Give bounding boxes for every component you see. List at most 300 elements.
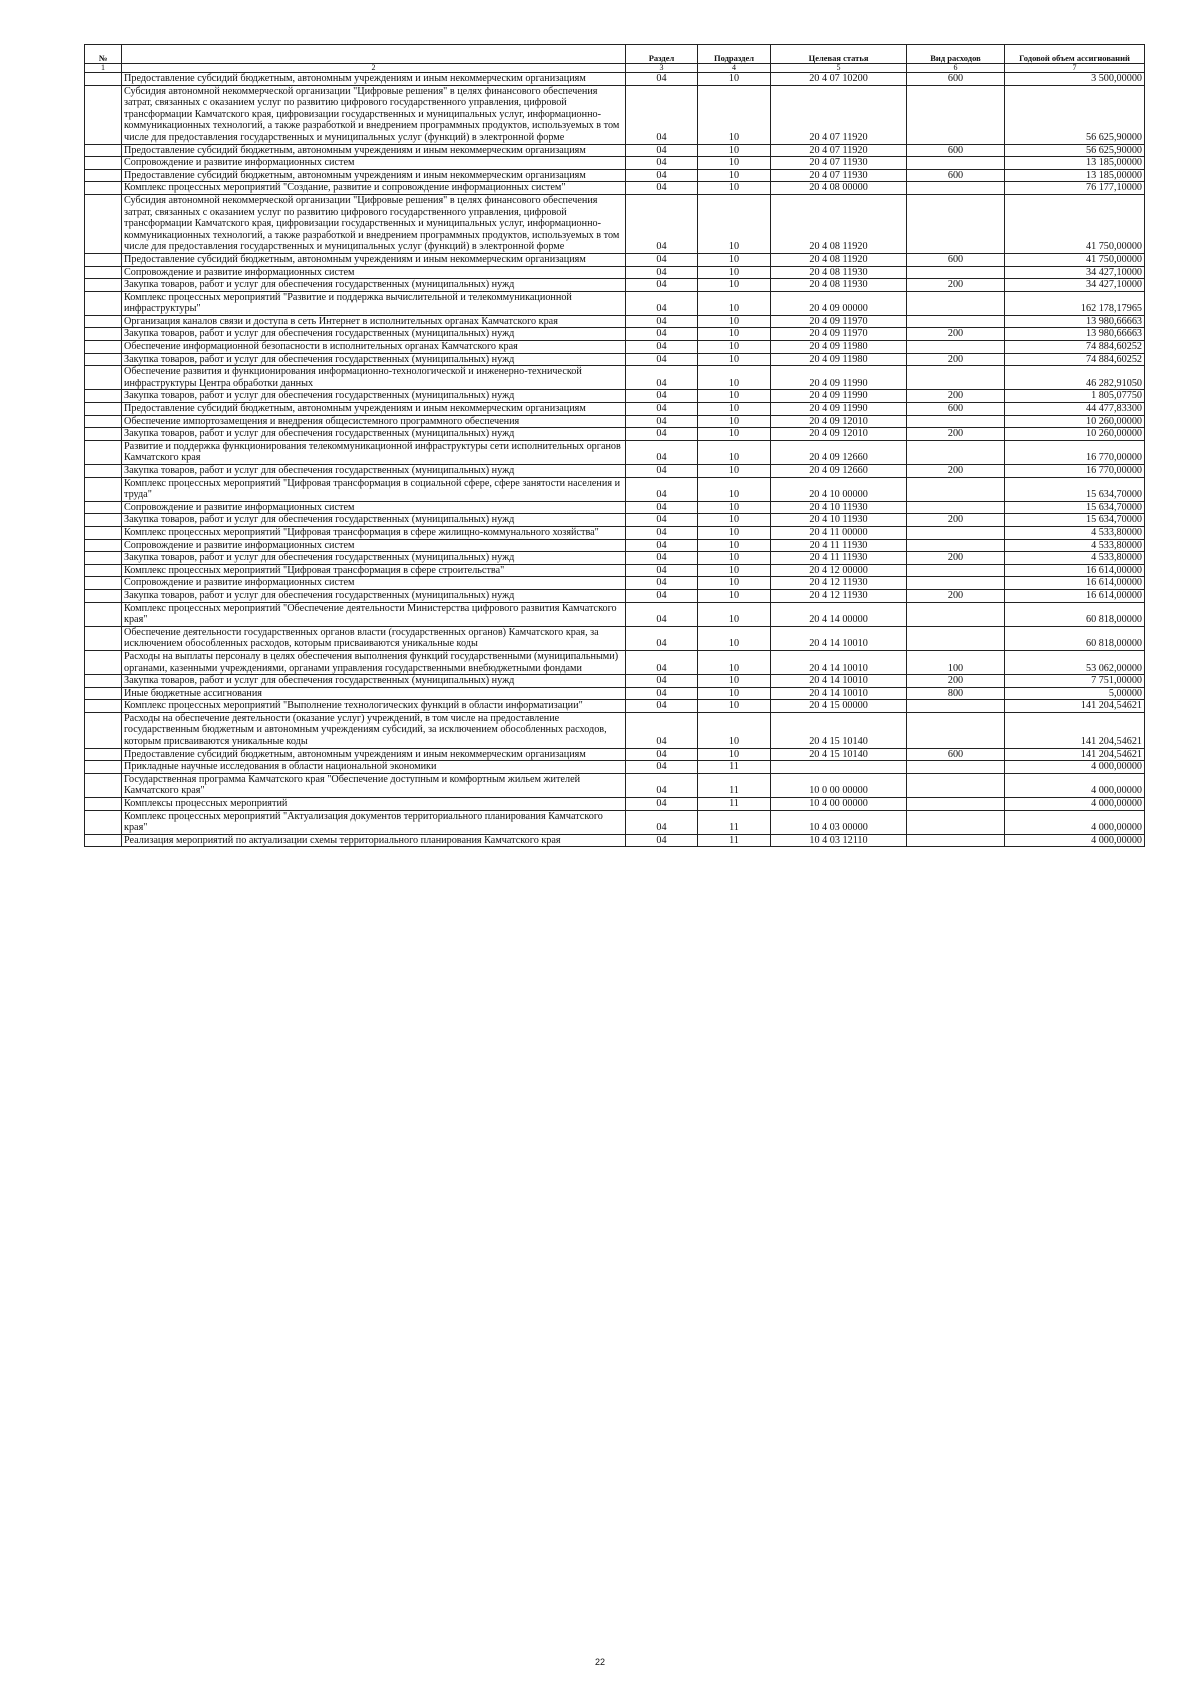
row-name-cell: Закупка товаров, работ и услуг для обеспечения государственных (муниципальных) нужд [122,353,626,366]
row-name-cell: Закупка товаров, работ и услуг для обеспечения государственных (муниципальных) нужд [122,465,626,478]
row-target-cell: 20 4 09 11990 [771,366,907,390]
row-kind-cell [907,761,1005,774]
row-amount-cell: 1 805,07750 [1005,390,1145,403]
row-name-cell: Предоставление субсидий бюджетным, автономным учреждениям и иным некоммерческим организациям [122,748,626,761]
row-subsection-cell: 10 [698,266,771,279]
row-amount-cell: 16 770,00000 [1005,465,1145,478]
row-target-cell: 20 4 14 10010 [771,626,907,650]
row-name-cell: Закупка товаров, работ и услуг для обеспечения государственных (муниципальных) нужд [122,428,626,441]
row-kind-cell [907,157,1005,170]
table-row [85,650,1145,674]
table-row [85,157,1145,170]
row-subsection-cell: 11 [698,761,771,774]
row-subsection-cell: 10 [698,428,771,441]
row-target-cell: 20 4 09 00000 [771,291,907,315]
table-row [85,415,1145,428]
table-row [85,577,1145,590]
row-name-cell: Закупка товаров, работ и услуг для обеспечения государственных (муниципальных) нужд [122,589,626,602]
row-section-cell: 04 [626,477,698,501]
row-section-cell: 04 [626,403,698,416]
row-number-cell [85,144,122,157]
row-target-cell: 10 4 03 00000 [771,810,907,834]
row-section-cell: 04 [626,650,698,674]
row-amount-cell: 16 614,00000 [1005,589,1145,602]
row-section-cell: 04 [626,626,698,650]
row-section-cell: 04 [626,465,698,478]
table-row [85,761,1145,774]
row-name-cell: Сопровождение и развитие информационных систем [122,157,626,170]
row-subsection-cell: 10 [698,403,771,416]
row-amount-cell: 4 533,80000 [1005,526,1145,539]
row-subsection-cell: 10 [698,440,771,464]
row-amount-cell: 4 000,00000 [1005,798,1145,811]
row-kind-cell: 100 [907,650,1005,674]
row-name-cell: Сопровождение и развитие информационных систем [122,577,626,590]
table-row [85,169,1145,182]
row-kind-cell: 600 [907,169,1005,182]
row-amount-cell: 41 750,00000 [1005,194,1145,253]
row-target-cell: 20 4 10 11930 [771,514,907,527]
row-kind-cell [907,415,1005,428]
row-name-cell: Сопровождение и развитие информационных систем [122,501,626,514]
row-name-cell: Комплекс процессных мероприятий "Обеспечение деятельности Министерства цифрового развития Камчатского края" [122,602,626,626]
table-row [85,834,1145,847]
row-name-cell: Реализация мероприятий по актуализации схемы территориального планирования Камчатского края [122,834,626,847]
row-section-cell: 04 [626,526,698,539]
row-subsection-cell: 10 [698,315,771,328]
table-row [85,353,1145,366]
row-kind-cell: 600 [907,144,1005,157]
table-row [85,675,1145,688]
row-kind-cell [907,810,1005,834]
header-target: Целевая статья [771,45,907,64]
table-row [85,552,1145,565]
row-amount-cell: 4 000,00000 [1005,810,1145,834]
row-number-cell [85,700,122,713]
row-subsection-cell: 10 [698,501,771,514]
row-number-cell [85,761,122,774]
row-number-cell [85,341,122,354]
row-number-cell [85,539,122,552]
table-row [85,403,1145,416]
row-kind-cell [907,564,1005,577]
row-amount-cell: 4 000,00000 [1005,761,1145,774]
row-section-cell: 04 [626,700,698,713]
row-amount-cell: 13 185,00000 [1005,169,1145,182]
row-amount-cell: 56 625,90000 [1005,85,1145,144]
row-target-cell: 20 4 12 00000 [771,564,907,577]
table-row [85,328,1145,341]
row-section-cell: 04 [626,810,698,834]
row-section-cell: 04 [626,328,698,341]
table-row [85,810,1145,834]
row-name-cell: Обеспечение импортозамещения и внедрения общесистемного программного обеспечения [122,415,626,428]
row-section-cell: 04 [626,602,698,626]
row-section-cell: 04 [626,85,698,144]
row-kind-cell [907,341,1005,354]
row-kind-cell [907,291,1005,315]
row-kind-cell [907,834,1005,847]
row-name-cell: Развитие и поддержка функционирования телекоммуникационной инфраструктуры сети исполнительных органов Камчатского края [122,440,626,464]
row-amount-cell: 16 770,00000 [1005,440,1145,464]
row-section-cell: 04 [626,773,698,797]
row-section-cell: 04 [626,253,698,266]
row-kind-cell [907,602,1005,626]
row-kind-cell [907,194,1005,253]
row-amount-cell: 4 000,00000 [1005,834,1145,847]
row-amount-cell: 46 282,91050 [1005,366,1145,390]
row-kind-cell [907,477,1005,501]
row-number-cell [85,253,122,266]
header-amount: Годовой объем ассигнований [1005,45,1145,64]
row-name-cell: Закупка товаров, работ и услуг для обеспечения государственных (муниципальных) нужд [122,390,626,403]
row-name-cell: Расходы на обеспечение деятельности (оказание услуг) учреждений, в том числе на предоставление государственным бюджетным и автономным учреждениям субсидий, за исключением обособленных расходов, которым присваиваются уникальные коды [122,712,626,748]
row-kind-cell: 200 [907,465,1005,478]
budget-table [84,44,1145,847]
row-section-cell: 04 [626,182,698,195]
row-kind-cell: 600 [907,253,1005,266]
row-section-cell: 04 [626,428,698,441]
row-kind-cell [907,626,1005,650]
row-target-cell: 20 4 15 00000 [771,700,907,713]
row-section-cell: 04 [626,748,698,761]
row-target-cell: 20 4 14 10010 [771,650,907,674]
row-subsection-cell: 10 [698,687,771,700]
row-section-cell: 04 [626,315,698,328]
row-amount-cell: 53 062,00000 [1005,650,1145,674]
row-kind-cell [907,539,1005,552]
table-row [85,539,1145,552]
row-amount-cell: 13 980,66663 [1005,315,1145,328]
row-name-cell: Комплекс процессных мероприятий "Цифровая трансформация в сфере жилищно-коммунального хозяйства" [122,526,626,539]
row-target-cell: 20 4 10 00000 [771,477,907,501]
header-no: № [85,45,122,64]
row-subsection-cell: 10 [698,748,771,761]
table-row [85,428,1145,441]
row-subsection-cell: 10 [698,700,771,713]
row-name-cell: Комплекс процессных мероприятий "Цифровая трансформация в социальной сфере, сфере занятости населения и труда" [122,477,626,501]
row-target-cell: 20 4 09 11980 [771,353,907,366]
row-kind-cell: 200 [907,428,1005,441]
row-subsection-cell: 10 [698,602,771,626]
row-name-cell: Обеспечение информационной безопасности в исполнительных органах Камчатского края [122,341,626,354]
row-kind-cell: 200 [907,675,1005,688]
row-amount-cell: 74 884,60252 [1005,341,1145,354]
header-number: 2 [122,64,626,73]
row-section-cell: 04 [626,552,698,565]
row-subsection-cell: 10 [698,390,771,403]
row-number-cell [85,428,122,441]
row-subsection-cell: 10 [698,650,771,674]
row-subsection-cell: 10 [698,182,771,195]
row-number-cell [85,194,122,253]
row-subsection-cell: 10 [698,73,771,86]
budget-sheet [84,44,1144,847]
header-number: 7 [1005,64,1145,73]
row-subsection-cell: 10 [698,144,771,157]
row-name-cell: Закупка товаров, работ и услуг для обеспечения государственных (муниципальных) нужд [122,552,626,565]
row-target-cell: 20 4 11 11930 [771,552,907,565]
row-kind-cell: 600 [907,73,1005,86]
row-number-cell [85,415,122,428]
row-name-cell: Субсидия автономной некоммерческой организации "Цифровые решения" в целях финансового обеспечения затрат, связанных с оказанием услуг по развитию цифрового государственного управления, цифровой трансформации Камчатского края, цифровизации государственных и муниципальных услуг, информационно-коммуникационных технологий, а также разработкой и внедрением программных продуктов, используемых в том числе для предоставления государственных и муниципальных услуг (функций) в электронной форме [122,194,626,253]
row-amount-cell: 4 533,80000 [1005,539,1145,552]
page-number: 22 [594,1657,605,1667]
row-amount-cell: 15 634,70000 [1005,477,1145,501]
row-subsection-cell: 10 [698,712,771,748]
row-target-cell: 20 4 08 11930 [771,279,907,292]
row-section-cell: 04 [626,279,698,292]
row-subsection-cell: 10 [698,552,771,565]
row-kind-cell: 200 [907,279,1005,292]
row-subsection-cell: 10 [698,526,771,539]
row-number-cell [85,169,122,182]
header-name [122,45,626,64]
row-kind-cell: 800 [907,687,1005,700]
row-amount-cell: 5,00000 [1005,687,1145,700]
row-kind-cell [907,366,1005,390]
row-subsection-cell: 10 [698,626,771,650]
row-amount-cell: 41 750,00000 [1005,253,1145,266]
row-name-cell: Комплекс процессных мероприятий "Цифровая трансформация в сфере строительства" [122,564,626,577]
row-number-cell [85,675,122,688]
row-subsection-cell: 10 [698,291,771,315]
row-number-cell [85,477,122,501]
row-section-cell: 04 [626,415,698,428]
header-kind: Вид расходов [907,45,1005,64]
row-number-cell [85,526,122,539]
row-name-cell: Закупка товаров, работ и услуг для обеспечения государственных (муниципальных) нужд [122,675,626,688]
row-amount-cell: 3 500,00000 [1005,73,1145,86]
row-amount-cell: 4 000,00000 [1005,773,1145,797]
row-number-cell [85,291,122,315]
row-kind-cell: 200 [907,589,1005,602]
row-name-cell: Расходы на выплаты персоналу в целях обеспечения выполнения функций государственными (муниципальными) органами, казенными учреждениями, органами управления государственными внебюджетными фондами [122,650,626,674]
row-target-cell: 20 4 07 11930 [771,169,907,182]
row-kind-cell: 200 [907,514,1005,527]
row-section-cell: 04 [626,687,698,700]
row-number-cell [85,501,122,514]
row-target-cell: 20 4 07 10200 [771,73,907,86]
row-section-cell: 04 [626,514,698,527]
header-row [85,45,1145,64]
table-row [85,748,1145,761]
row-amount-cell: 13 980,66663 [1005,328,1145,341]
row-target-cell: 20 4 08 00000 [771,182,907,195]
row-target-cell: 20 4 09 11970 [771,328,907,341]
row-number-cell [85,279,122,292]
row-number-cell [85,798,122,811]
row-section-cell: 04 [626,390,698,403]
row-target-cell: 20 4 12 11930 [771,577,907,590]
table-row [85,266,1145,279]
row-kind-cell [907,85,1005,144]
row-name-cell: Закупка товаров, работ и услуг для обеспечения государственных (муниципальных) нужд [122,328,626,341]
row-name-cell: Закупка товаров, работ и услуг для обеспечения государственных (муниципальных) нужд [122,279,626,292]
row-number-cell [85,465,122,478]
table-row [85,700,1145,713]
row-section-cell: 04 [626,501,698,514]
row-name-cell: Субсидия автономной некоммерческой организации "Цифровые решения" в целях финансового обеспечения затрат, связанных с оказанием услуг по развитию цифрового государственного управления, цифровой трансформации Камчатского края, цифровизации государственных и муниципальных услуг, информационно-коммуникационных технологий, а также разработкой и внедрением программных продуктов, используемых в том числе для предоставления государственных и муниципальных услуг (функций) в электронной форме [122,85,626,144]
row-target-cell [771,761,907,774]
row-target-cell: 20 4 11 00000 [771,526,907,539]
row-section-cell: 04 [626,675,698,688]
table-row [85,440,1145,464]
row-amount-cell: 60 818,00000 [1005,602,1145,626]
row-kind-cell [907,700,1005,713]
table-row [85,291,1145,315]
row-target-cell: 20 4 09 12010 [771,428,907,441]
row-amount-cell: 74 884,60252 [1005,353,1145,366]
header-number-row [85,64,1145,73]
row-kind-cell: 600 [907,403,1005,416]
row-target-cell: 20 4 14 10010 [771,687,907,700]
row-section-cell: 04 [626,73,698,86]
row-number-cell [85,810,122,834]
row-name-cell: Прикладные научные исследования в области национальной экономики [122,761,626,774]
row-subsection-cell: 10 [698,465,771,478]
row-target-cell: 20 4 09 11990 [771,403,907,416]
row-section-cell: 04 [626,589,698,602]
row-amount-cell: 15 634,70000 [1005,514,1145,527]
row-amount-cell: 141 204,54621 [1005,712,1145,748]
row-number-cell [85,440,122,464]
row-number-cell [85,564,122,577]
row-target-cell: 10 0 00 00000 [771,773,907,797]
row-number-cell [85,157,122,170]
table-row [85,73,1145,86]
table-row [85,526,1145,539]
row-target-cell: 20 4 15 10140 [771,748,907,761]
row-section-cell: 04 [626,366,698,390]
row-amount-cell: 44 477,83300 [1005,403,1145,416]
row-subsection-cell: 10 [698,564,771,577]
table-row [85,366,1145,390]
row-section-cell: 04 [626,341,698,354]
row-kind-cell: 200 [907,552,1005,565]
row-section-cell: 04 [626,577,698,590]
row-kind-cell [907,266,1005,279]
row-subsection-cell: 11 [698,798,771,811]
row-subsection-cell: 10 [698,353,771,366]
row-target-cell: 20 4 09 12660 [771,440,907,464]
row-name-cell: Предоставление субсидий бюджетным, автономным учреждениям и иным некоммерческим организациям [122,144,626,157]
row-subsection-cell: 10 [698,366,771,390]
row-kind-cell: 600 [907,748,1005,761]
row-subsection-cell: 10 [698,514,771,527]
table-row [85,687,1145,700]
row-number-cell [85,514,122,527]
row-amount-cell: 13 185,00000 [1005,157,1145,170]
row-amount-cell: 141 204,54621 [1005,700,1145,713]
table-row [85,194,1145,253]
row-subsection-cell: 10 [698,194,771,253]
row-kind-cell: 200 [907,390,1005,403]
row-number-cell [85,773,122,797]
row-section-cell: 04 [626,712,698,748]
row-name-cell: Комплекс процессных мероприятий "Актуализация документов территориального планирования Камчатского края" [122,810,626,834]
table-row [85,712,1145,748]
row-amount-cell: 34 427,10000 [1005,279,1145,292]
header-number: 1 [85,64,122,73]
row-amount-cell: 34 427,10000 [1005,266,1145,279]
table-row [85,182,1145,195]
row-number-cell [85,552,122,565]
row-number-cell [85,73,122,86]
row-section-cell: 04 [626,761,698,774]
row-target-cell: 20 4 09 12660 [771,465,907,478]
row-section-cell: 04 [626,157,698,170]
row-target-cell: 10 4 00 00000 [771,798,907,811]
row-target-cell: 20 4 11 11930 [771,539,907,552]
row-subsection-cell: 10 [698,169,771,182]
row-name-cell: Государственная программа Камчатского края "Обеспечение доступным и комфортным жильем жителей Камчатского края" [122,773,626,797]
table-row [85,564,1145,577]
row-name-cell: Закупка товаров, работ и услуг для обеспечения государственных (муниципальных) нужд [122,514,626,527]
table-row [85,477,1145,501]
row-number-cell [85,589,122,602]
row-number-cell [85,712,122,748]
row-subsection-cell: 10 [698,415,771,428]
row-kind-cell [907,440,1005,464]
row-number-cell [85,182,122,195]
table-body [85,73,1145,847]
row-target-cell: 20 4 08 11920 [771,194,907,253]
row-amount-cell: 15 634,70000 [1005,501,1145,514]
table-row [85,390,1145,403]
row-name-cell: Обеспечение развития и функционирования информационно-технологической и инженерно-технической инфраструктуры Центра обработки данных [122,366,626,390]
row-name-cell: Комплекс процессных мероприятий "Развитие и поддержка вычислительной и телекоммуникационной инфраструктуры" [122,291,626,315]
row-number-cell [85,390,122,403]
row-number-cell [85,834,122,847]
row-kind-cell: 200 [907,328,1005,341]
table-row [85,626,1145,650]
row-name-cell: Иные бюджетные ассигнования [122,687,626,700]
row-number-cell [85,366,122,390]
row-number-cell [85,403,122,416]
header-subsection: Подраздел [698,45,771,64]
row-section-cell: 04 [626,440,698,464]
header-number: 4 [698,64,771,73]
row-target-cell: 20 4 09 11970 [771,315,907,328]
table-row [85,144,1145,157]
row-kind-cell [907,182,1005,195]
row-subsection-cell: 10 [698,477,771,501]
row-target-cell: 20 4 14 00000 [771,602,907,626]
row-subsection-cell: 11 [698,773,771,797]
row-amount-cell: 60 818,00000 [1005,626,1145,650]
row-target-cell: 20 4 08 11930 [771,266,907,279]
row-number-cell [85,626,122,650]
row-target-cell: 20 4 09 12010 [771,415,907,428]
table-row [85,589,1145,602]
row-section-cell: 04 [626,169,698,182]
row-target-cell: 20 4 07 11930 [771,157,907,170]
row-section-cell: 04 [626,266,698,279]
row-kind-cell: 200 [907,353,1005,366]
row-target-cell: 20 4 14 10010 [771,675,907,688]
table-row [85,253,1145,266]
row-amount-cell: 16 614,00000 [1005,577,1145,590]
row-section-cell: 04 [626,834,698,847]
header-number: 5 [771,64,907,73]
row-number-cell [85,353,122,366]
row-target-cell: 20 4 07 11920 [771,85,907,144]
table-row [85,341,1145,354]
header-section: Раздел [626,45,698,64]
row-section-cell: 04 [626,539,698,552]
row-name-cell: Комплекс процессных мероприятий "Выполнение технологических функций в области информатизации" [122,700,626,713]
